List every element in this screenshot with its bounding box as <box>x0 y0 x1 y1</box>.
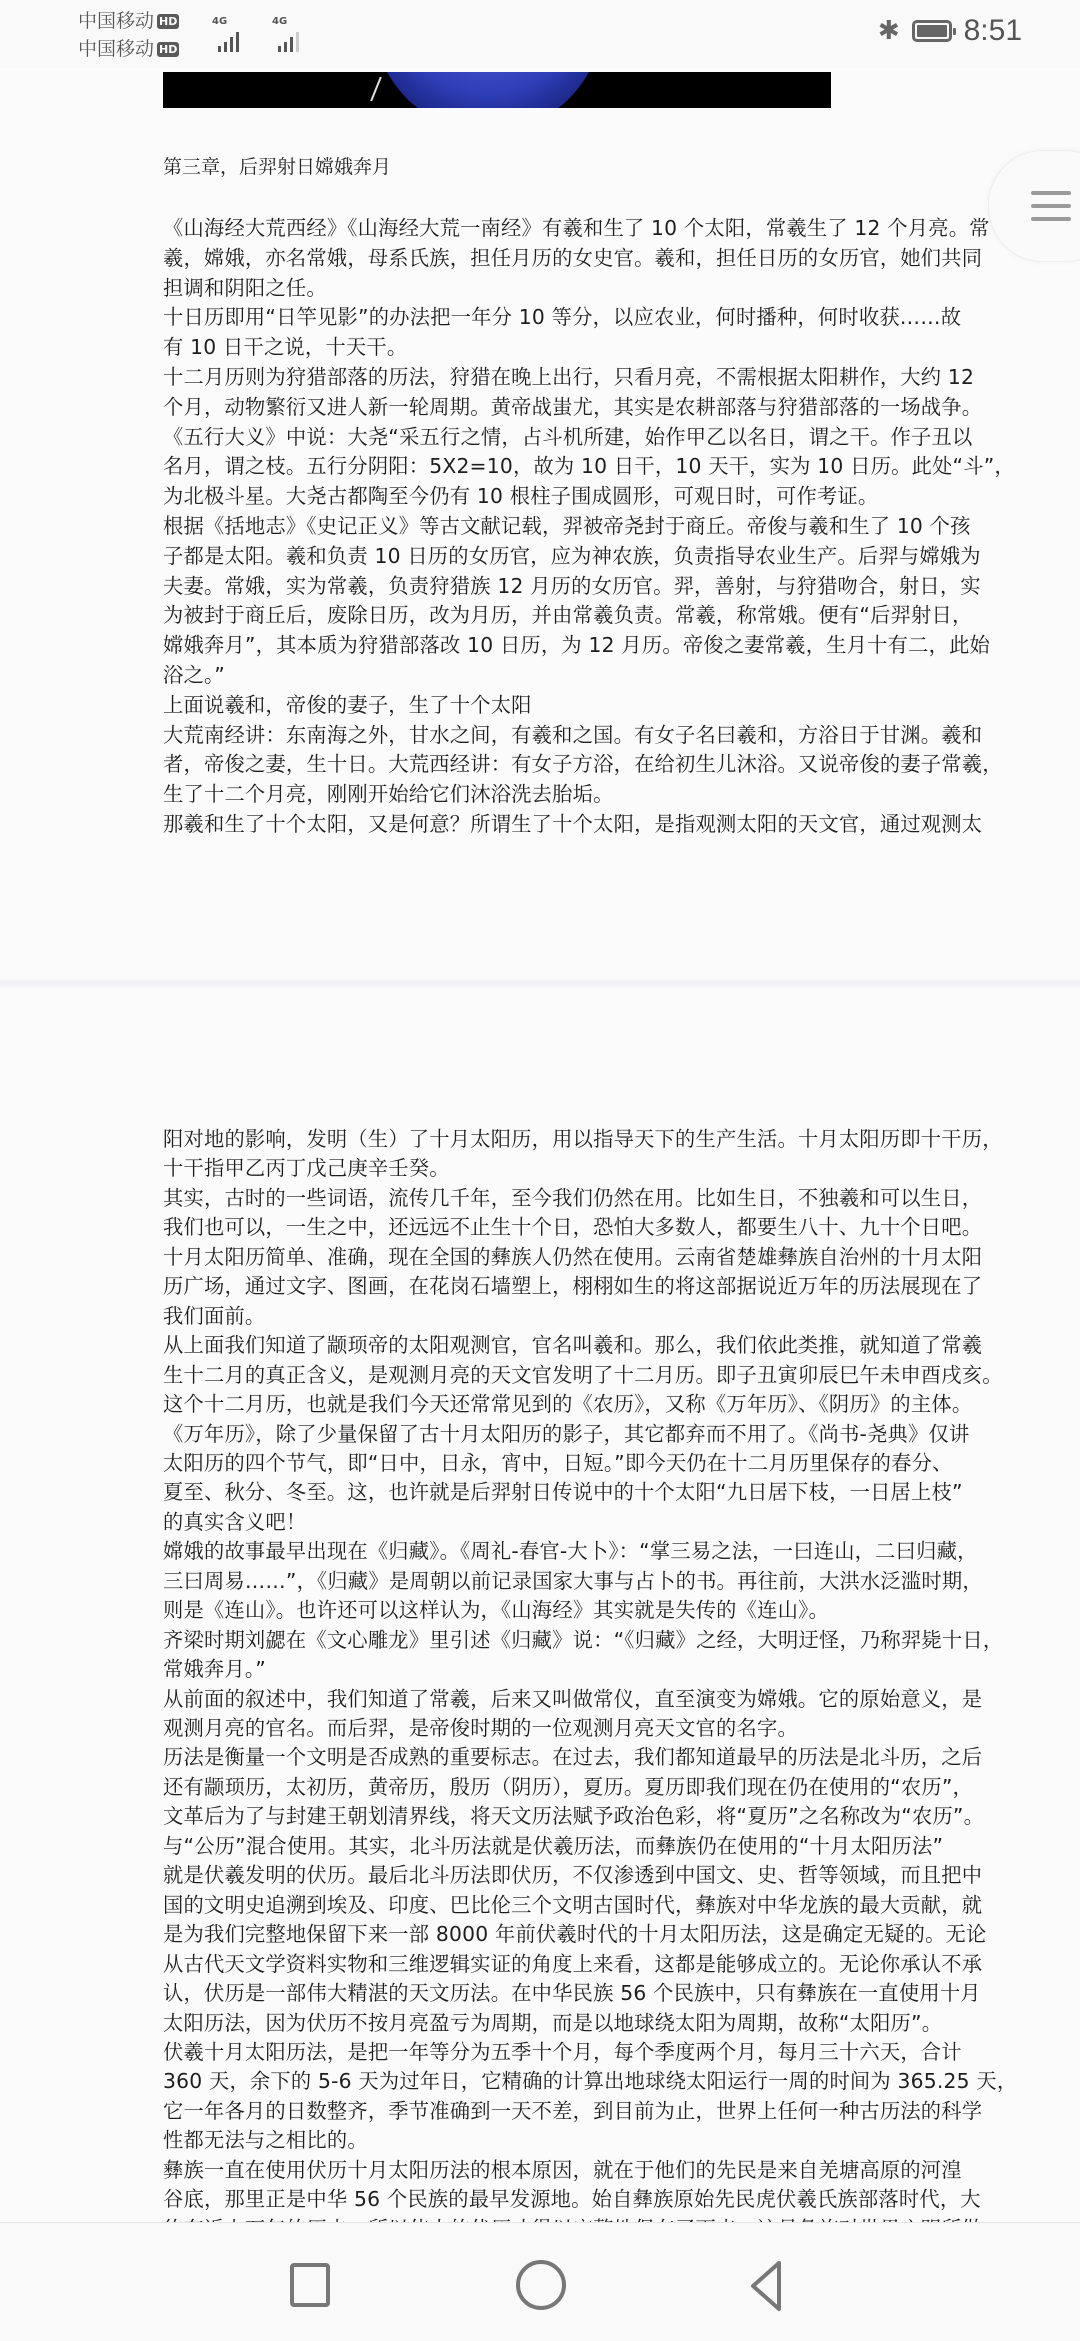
text-line: 根据《括地志》《史记正义》等古文献记载，羿被帝尧封于商丘。帝俊与羲和生了 10 个孩 <box>163 514 971 538</box>
text-line: 则是《连山》。也许还可以这样认为，《山海经》其实就是失传的《连山》。 <box>163 1598 829 1623</box>
hd-badge-2: HD <box>159 43 178 56</box>
text-line: 齐梁时期刘勰在《文心雕龙》里引述《归藏》说：“《归藏》之经，大明迂怪，乃称羿毙十日， <box>163 1627 1004 1652</box>
text-line: 历法是衡量一个文明是否成熟的重要标志。在过去，我们都知道最早的历法是北斗历，之后 <box>163 1745 983 1770</box>
text-line: 与“公历”混合使用。其实，北斗历法就是伏羲历法，而彝族仍在使用的“十月太阳历法” <box>163 1833 944 1858</box>
carrier-label-2 <box>78 38 179 60</box>
text-line: 常娥奔月。” <box>163 1657 266 1682</box>
text-line: 还有颛顼历，太初历，黄帝历，殷历（阴历），夏历。夏历即我们现在仍在使用的“农历”， <box>163 1774 974 1799</box>
text-line: 为北极斗星。大尧古都陶至今仍有 10 根柱子围成圆形，可观日时，可作考证。 <box>163 484 879 509</box>
text-line: 阳对地的影响，发明（生）了十月太阳历，用以指导天下的生产生活。十月太阳历即十干历， <box>163 1127 1003 1151</box>
text-line: 大荒南经讲：东南海之外，甘水之间，有羲和之国。有女子名曰羲和，方浴日于甘渊。羲和 <box>163 722 983 747</box>
carrier-name-2: 中国移动 <box>78 38 155 60</box>
text-line: 十二月历则为狩猎部落的历法，狩猎在晚上出行，只看月亮，不需根据太阳耕作，大约 12 <box>163 365 975 389</box>
text-line: 那羲和生了十个太阳，又是何意？所谓生了十个太阳，是指观测太阳的天文官，通过观测太 <box>163 812 983 836</box>
text-line: 从上面我们知道了颛顼帝的太阳观测官，官名叫羲和。那么，我们依此类推，就知道了常羲 <box>163 1333 983 1358</box>
text-line: 《山海经大荒西经》《山海经大荒一南经》有羲和生了 10 个太阳，常羲生了 12 个月亮。常 <box>163 216 990 240</box>
text-line: 我们也可以，一生之中，还远远不止生十个日，恐怕大多数人，都要生八十、九十个日吧。 <box>163 1215 983 1240</box>
text-line: 有 10 日干之说，十天干。 <box>163 335 408 360</box>
text-line: 十干指甲乙丙丁戊己庚辛壬癸。 <box>163 1156 450 1181</box>
text-line: 嫦娥的故事最早出现在《归藏》。《周礼-春官-大卜》：“掌三易之法，一曰连山，二曰归藏， <box>163 1539 978 1564</box>
text-line: 其实，古时的一些词语，流传几千年，至今我们仍然在用。比如生日，不独羲和可以生日， <box>163 1185 983 1210</box>
text-line: 三曰周易……”，《归藏》是周朝以前记录国家大事与占卜的书。再往前，大洪水泛滥时期， <box>163 1568 983 1593</box>
carrier-label-1 <box>78 10 179 32</box>
bluetooth-icon: ✱ <box>877 16 900 46</box>
text-line: 子都是太阳。羲和负责 10 日历的女历官，应为神农族，负责指导农业生产。后羿与嫦娥为 <box>163 543 981 568</box>
network-type-2: 4G <box>272 16 288 27</box>
text-line: 从前面的叙述中，我们知道了常羲，后来又叫做常仪，直至演变为嫦娥。它的原始意义，是 <box>163 1686 983 1711</box>
recent-apps-button[interactable] <box>290 2263 330 2307</box>
text-line: 浴之。” <box>163 663 226 687</box>
text-line: 360 天，余下的 5-6 天为过年日，它精确的计算出地球绕太阳运行一周的时间为 365.25 天， <box>163 2069 1018 2094</box>
signal-icon-2 <box>272 18 299 52</box>
comet-streak <box>370 77 382 102</box>
floating-menu-button[interactable] <box>988 150 1080 262</box>
text-line: 太阳历法，因为伏历不按月亮盈亏为周期，而是以地球绕太阳为周期，故称“太阳历”。 <box>163 2010 943 2035</box>
text-line: 名月，谓之枝。五行分阴阳：5X2=10，故为 10 日干，10 天干，实为 10 日历。此处“斗”， <box>163 454 1015 479</box>
text-line: 历广场，通过文字、图画，在花岗石墙塑上，栩栩如生的将这部据说近万年的历法展现在了 <box>163 1274 983 1299</box>
text-line: 夫妻。常娥，实为常羲，负责狩猎族 12 月历的女历官。羿，善射，与狩猎吻合，射日，实 <box>163 573 981 598</box>
text-line: 羲，嫦娥，亦名常娥，母系氏族，担任月历的女史官。羲和，担任日历的女历官，她们共同 <box>163 245 983 270</box>
status-bar <box>0 0 1080 68</box>
back-icon <box>745 2259 787 2313</box>
signal-icon-1 <box>212 18 239 52</box>
text-line: 文革后为了与封建王朝划清界线，将天文历法赋予政治色彩，将“夏历”之名称改为“农历”。 <box>163 1804 985 1829</box>
text-line: 嫦娥奔月”，其本质为狩猎部落改 10 日历，为 12 月历。帝俊之妻常羲，生月十有二，此始 <box>163 633 991 658</box>
text-line: 从古代天文学资料实物和三维逻辑实证的角度上来看，这都是能够成立的。无论你承认不承 <box>163 1951 983 1976</box>
text-line: 国的文明史追溯到埃及、印度、巴比伦三个文明古国时代，彝族对中华龙族的最大贡献，就 <box>163 1892 983 1917</box>
text-line: 观测月亮的官名。而后羿，是帝俊时期的一位观测月亮天文官的名字。 <box>163 1716 798 1740</box>
text-line: 为被封于商丘后，废除日历，改为月历，并由常羲负责。常羲，称常娥。便有“后羿射日， <box>163 603 973 628</box>
text-line: 太阳历的四个节气，即“日中，日永，宵中，日短。”即今天仍在十二月历里保存的春分、 <box>163 1450 953 1475</box>
text-line: 生了十二个月亮，刚刚开始给它们沐浴洗去胎垢。 <box>163 782 614 807</box>
text-line: 的真实含义吧！ <box>163 1509 307 1534</box>
hd-badge-1: HD <box>159 15 178 28</box>
text-line: 认，伏历是一部伟大精湛的天文历法。在中华民族 56 个民族中，只有彝族在一直使用十月 <box>163 1981 981 2006</box>
text-line: 谷底，那里正是中华 56 个民族的最早发源地。始自彝族原始先民虎伏羲氏族部落时代，大 <box>163 2187 981 2212</box>
status-right-group <box>878 14 1022 48</box>
battery-full-icon <box>912 20 952 42</box>
text-line: 它一年各月的日数整齐，季节准确到一天不差，到目前为止，世界上任何一种古历法的科学 <box>163 2098 983 2123</box>
text-line: 就是伏羲发明的伏历。最后北斗历法即伏历，不仅渗透到中国文、史、哲等领域，而且把中 <box>163 1863 983 1888</box>
text-line: 《五行大义》中说：大尧“采五行之情，占斗机所建，始作甲乙以名日，谓之干。作子丑以 <box>163 424 973 449</box>
home-button[interactable] <box>516 2260 566 2310</box>
navigation-bar <box>0 2222 1080 2341</box>
text-line: 上面说羲和，帝俊的妻子，生了十个太阳 <box>163 692 532 717</box>
text-line: 是为我们完整地保留下来一部 8000 年前伏羲时代的十月太阳历法，这是确定无疑的。无论 <box>163 1922 987 1947</box>
back-button[interactable] <box>745 2259 787 2313</box>
document-image <box>163 72 831 108</box>
carrier-name-1: 中国移动 <box>78 10 155 32</box>
text-line: 《万年历》，除了少量保留了古十月太阳历的影子，其它都弃而不用了。《尚书-尧典》仅讲 <box>163 1421 970 1446</box>
planet-image <box>373 72 603 108</box>
text-line: 我们面前。 <box>163 1303 266 1328</box>
network-type-1: 4G <box>212 16 228 27</box>
text-line: 十月太阳历简单、准确，现在全国的彝族人仍然在使用。云南省楚雄彝族自治州的十月太阳 <box>163 1244 983 1269</box>
text-line: 夏至、秋分、冬至。这，也许就是后羿射日传说中的十个太阳“九日居下枝，一日居上枝” <box>163 1480 963 1505</box>
page-divider <box>0 978 1080 988</box>
text-line: 担调和阴阳之任。 <box>163 275 327 300</box>
text-line: 个月，动物繁衍又进人新一轮周期。黄帝战蚩尤，其实是农耕部落与狩猎部落的一场战争。 <box>163 394 983 419</box>
chapter-title: 第三章，后羿射日嫦娥奔月 <box>163 156 392 178</box>
text-line: 伏羲十月太阳历法，是把一年等分为五季十个月，每个季度两个月，每月三十六天，合计 <box>163 2039 962 2064</box>
text-line: 这个十二月历，也就是我们今天还常常见到的《农历》，又称《万年历》、《阴历》的主体。 <box>163 1392 973 1417</box>
text-line: 性都无法与之相比的。 <box>163 2128 368 2153</box>
text-line: 彝族一直在使用伏历十月太阳历法的根本原因，就在于他们的先民是来自羌塘高原的河湟 <box>163 2157 962 2182</box>
text-line: 十日历即用“日竿见影”的办法把一年分 10 等分，以应农业，何时播种，何时收获……故 <box>163 305 962 330</box>
text-line: 者，帝俊之妻，生十日。大荒西经讲：有女子方浴，在给初生儿沐浴。又说帝俊的妻子常羲， <box>163 752 1003 777</box>
text-line: 生十二月的真正含义，是观测月亮的天文官发明了十二月历。即子丑寅卯辰巳午未申酉戌亥。 <box>163 1362 1003 1387</box>
clock: 8:51 <box>963 14 1022 47</box>
